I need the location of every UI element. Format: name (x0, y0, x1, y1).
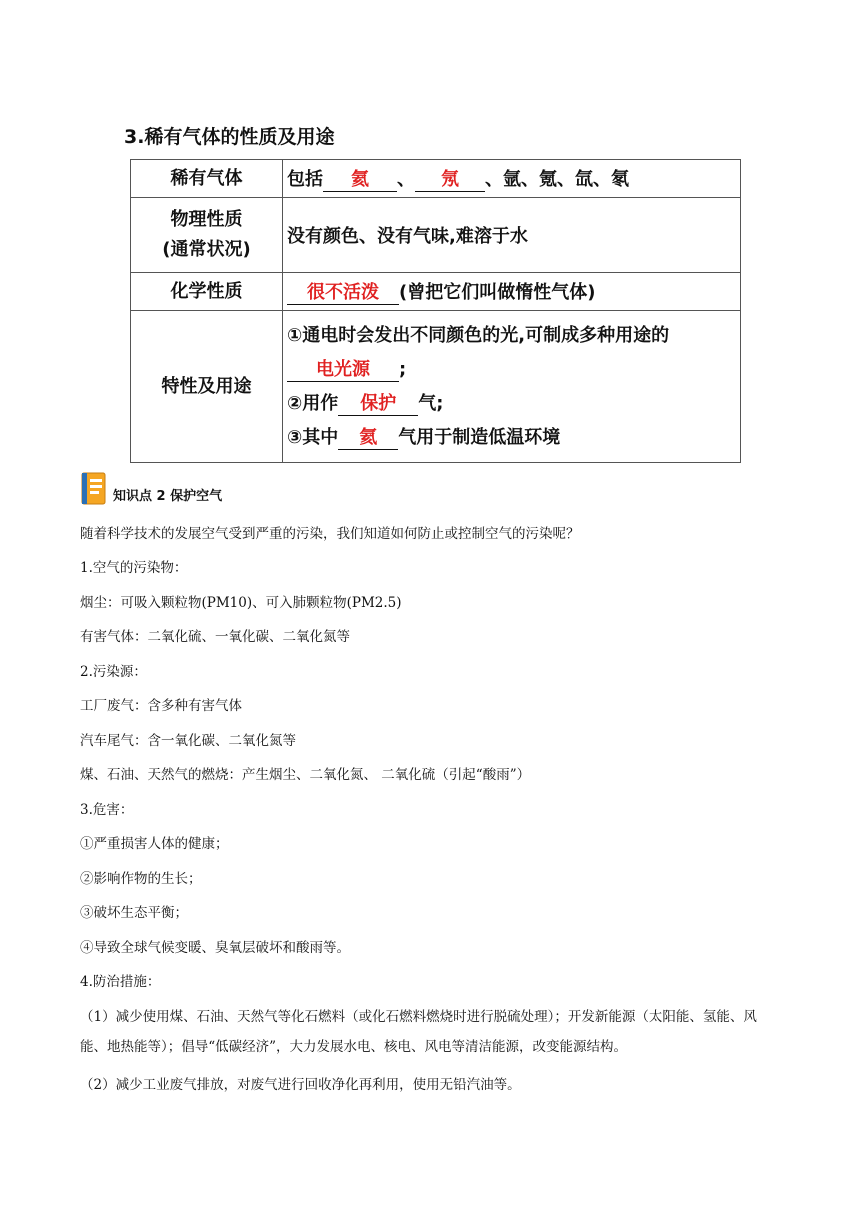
row-value (283, 273, 741, 311)
row-value (283, 160, 741, 198)
text: (曾把它们叫做惰性气体) (399, 282, 596, 303)
answer-blank: 氖 (415, 169, 485, 192)
answer-blank: 氦 (338, 427, 398, 450)
text: ; (399, 358, 407, 380)
paragraph: 煤、石油、天然气的燃烧：产生烟尘、二氧化氮、 二氧化硫（引起“酸雨”） (80, 767, 531, 783)
paragraph: 2.污染源： (80, 664, 147, 680)
paragraph: 4.防治措施： (80, 974, 161, 990)
text: ③其中 (287, 426, 339, 448)
paragraph: （1）减少使用煤、石油、天然气等化石燃料（或化石燃料燃烧时进行脱硫处理）；开发新能源（太阳能、氢能、风能、地热能等）；倡导“低碳经济”，大力发展水电、核电、风电等清洁能源，改变能源结构。 (80, 1009, 757, 1055)
usage-line (287, 421, 736, 455)
section-title: 3.稀有气体的性质及用途 (124, 126, 335, 148)
table-row (131, 273, 741, 311)
paragraph: 1.空气的污染物： (80, 560, 188, 576)
paragraph: 汽车尾气：含一氧化碳、二氧化氮等 (80, 733, 296, 749)
text: 、 (397, 169, 415, 190)
text: 、氩、氪、氙、氡 (485, 169, 629, 190)
rare-gas-table (130, 159, 741, 463)
text: 气; (418, 392, 444, 414)
paragraph: ②影响作物的生长； (80, 871, 202, 887)
paragraph: ③破坏生态平衡； (80, 905, 188, 921)
row-label: 化学性质 (131, 273, 283, 311)
row-label: 稀有气体 (131, 160, 283, 198)
paragraph: （2）减少工业废气排放，对废气进行回收净化再利用，使用无铅汽油等。 (80, 1077, 521, 1093)
paragraph: 3.危害： (80, 802, 134, 818)
knowledge-point-title: 知识点 2 保护空气 (113, 489, 223, 504)
table-row (131, 198, 741, 273)
text: ②用作 (287, 392, 339, 414)
usage-line (287, 353, 736, 387)
row-value: 没有颜色、没有气味,难溶于水 (283, 198, 741, 273)
usage-line (287, 387, 736, 421)
answer-blank: 很不活泼 (287, 282, 399, 305)
row-value (283, 311, 741, 463)
paragraph: 工厂废气：含多种有害气体 (80, 698, 242, 714)
paragraph: ①严重损害人体的健康； (80, 836, 229, 852)
row-label-line: (通常状况) (162, 239, 251, 260)
paragraph: ④导致全球气候变暖、臭氧层破坏和酸雨等。 (80, 940, 350, 956)
text: 气用于制造低温环境 (398, 426, 561, 448)
table-row (131, 160, 741, 198)
table-row (131, 311, 741, 463)
text: 包括 (287, 169, 323, 190)
paragraph: 有害气体：二氧化硫、一氧化碳、二氧化氮等 (80, 629, 350, 645)
answer-blank: 电光源 (287, 359, 399, 382)
row-label-line: 物理性质 (170, 209, 243, 230)
usage-line: ①通电时会发出不同颜色的光,可制成多种用途的 (287, 324, 670, 346)
answer-blank: 保护 (338, 393, 418, 416)
row-label (131, 198, 283, 273)
paragraph: 随着科学技术的发展空气受到严重的污染，我们知道如何防止或控制空气的污染呢？ (80, 526, 580, 542)
row-label: 特性及用途 (131, 311, 283, 463)
paragraph: 烟尘：可吸入颗粒物(PM10)、可入肺颗粒物(PM2.5) (80, 595, 402, 611)
knowledge-point-header (80, 472, 222, 506)
answer-blank: 氦 (323, 169, 397, 192)
book-icon (80, 472, 107, 506)
